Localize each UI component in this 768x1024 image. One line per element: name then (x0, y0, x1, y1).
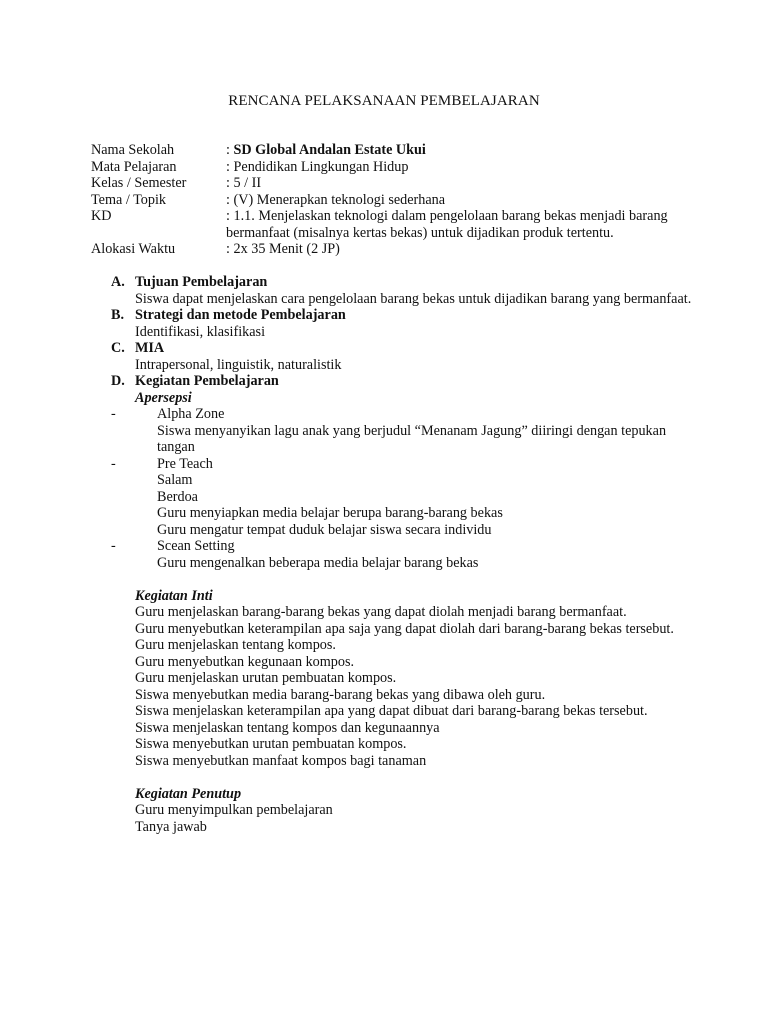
inti-line: Guru menyebutkan kegunaan kompos. (135, 653, 355, 670)
pre-teach-line3: Guru menyiapkan media belajar berupa barang-barang bekas (157, 505, 503, 521)
info-value-sekolah: SD Global Andalan Estate Ukui (233, 142, 426, 158)
inti-line: Siswa menyebutkan manfaat kompos bagi tanaman (135, 752, 427, 769)
inti-line: Siswa menyebutkan media barang-barang bekas yang dibawa oleh guru. (135, 686, 546, 703)
inti-line: Guru menjelaskan barang-barang bekas yang dapat diolah menjadi barang bermanfaat. (135, 604, 627, 620)
info-value-kd-line2: bermanfaat (misalnya kertas bekas) untuk dijadikan produk tertentu. (226, 224, 614, 241)
pre-teach-line4: Guru mengatur tempat duduk belajar siswa secara individu (157, 521, 492, 538)
info-value-kd-line1: 1.1. Menjelaskan teknologi dalam pengelolaan barang bekas menjadi barang (233, 208, 668, 224)
pre-teach-title: Pre Teach (157, 455, 213, 472)
inti-line: Guru menjelaskan tentang kompos. (135, 637, 336, 653)
penutup-line: Guru menyimpulkan pembelajaran (135, 802, 333, 818)
section-b-letter: B. (111, 307, 125, 323)
pre-teach-line2: Berdoa (157, 488, 198, 505)
info-label-kd: KD (91, 208, 112, 224)
section-a-heading (111, 274, 711, 291)
spacer (111, 571, 711, 588)
document-title: RENCANA PELAKSANAAN PEMBELAJARAN (228, 93, 540, 109)
colon: : (226, 175, 234, 191)
inti-line: Siswa menyebutkan urutan pembuatan kompos. (135, 736, 407, 752)
alpha-zone-line2: tangan (157, 439, 195, 455)
section-b-body: Identifikasi, klasifikasi (135, 323, 266, 340)
identity-block (91, 142, 691, 258)
pre-teach-line1: Salam (157, 472, 193, 488)
kegiatan-inti-heading: Kegiatan Inti (135, 587, 213, 604)
section-c-body: Intrapersonal, linguistik, naturalistik (135, 356, 342, 373)
section-b-title: Strategi dan metode Pembelajaran (135, 307, 346, 323)
info-row-kd (91, 208, 691, 241)
inti-line: Siswa menjelaskan keterampilan apa yang dapat dibuat dari barang-barang bekas tersebut. (135, 703, 648, 719)
pre-teach-item (111, 455, 711, 473)
section-a-letter: A. (111, 274, 125, 290)
info-value-kelas: 5 / II (233, 175, 262, 191)
inti-line: Guru menjelaskan urutan pembuatan kompos. (135, 670, 397, 686)
info-row-tema (91, 192, 691, 209)
info-label-tema: Tema / Topik (91, 191, 166, 208)
section-d-heading (111, 373, 711, 390)
colon: : (226, 208, 234, 224)
spacer (111, 769, 711, 786)
info-row-alokasi (91, 241, 691, 258)
section-b-heading (111, 307, 711, 324)
colon: : (226, 191, 234, 208)
dash-bullet: - (111, 538, 116, 554)
section-d-title: Kegiatan Pembelajaran (135, 373, 279, 389)
scean-setting-line1: Guru mengenalkan beberapa media belajar barang bekas (157, 554, 479, 571)
kegiatan-penutup-heading: Kegiatan Penutup (135, 785, 242, 802)
inti-line: Guru menyebutkan keterampilan apa saja yang dapat diolah dari barang-barang bekas tersebut. (135, 620, 674, 637)
colon: : (226, 158, 234, 175)
sections-block (111, 274, 711, 835)
apersepsi-heading: Apersepsi (135, 389, 192, 406)
alpha-zone-title: Alpha Zone (157, 406, 225, 422)
dash-bullet: - (111, 406, 116, 422)
info-label-sekolah: Nama Sekolah (91, 142, 175, 158)
section-c-title: MIA (135, 340, 165, 356)
scean-setting-item (111, 538, 711, 555)
alpha-zone-line1: Siswa menyanyikan lagu anak yang berjudul “Menanam Jagung” diiringi dengan tepukan (157, 422, 667, 439)
section-a-body: Siswa dapat menjelaskan cara pengelolaan barang bekas untuk dijadikan barang yang bermanfaat. (135, 290, 692, 307)
info-row-mapel (91, 159, 691, 176)
info-value-tema: (V) Menerapkan teknologi sederhana (233, 191, 446, 208)
info-label-kelas: Kelas / Semester (91, 175, 187, 191)
colon: : (226, 142, 234, 158)
info-label-alokasi: Alokasi Waktu (91, 241, 176, 257)
penutup-line: Tanya jawab (135, 818, 207, 835)
alpha-zone-item (111, 406, 711, 423)
colon: : (226, 241, 234, 257)
section-a-title: Tujuan Pembelajaran (135, 274, 268, 290)
info-label-mapel: Mata Pelajaran (91, 158, 177, 175)
dash-bullet: - (111, 455, 116, 472)
scean-setting-title: Scean Setting (157, 538, 235, 554)
info-row-kelas (91, 175, 691, 192)
info-row-sekolah (91, 142, 691, 159)
section-d-letter: D. (111, 373, 125, 389)
info-value-alokasi: 2x 35 Menit (2 JP) (233, 241, 340, 257)
info-value-mapel: Pendidikan Lingkungan Hidup (233, 158, 409, 175)
section-c-heading (111, 340, 711, 357)
inti-line: Siswa menjelaskan tentang kompos dan kegunaannya (135, 719, 440, 736)
section-c-letter: C. (111, 340, 125, 356)
